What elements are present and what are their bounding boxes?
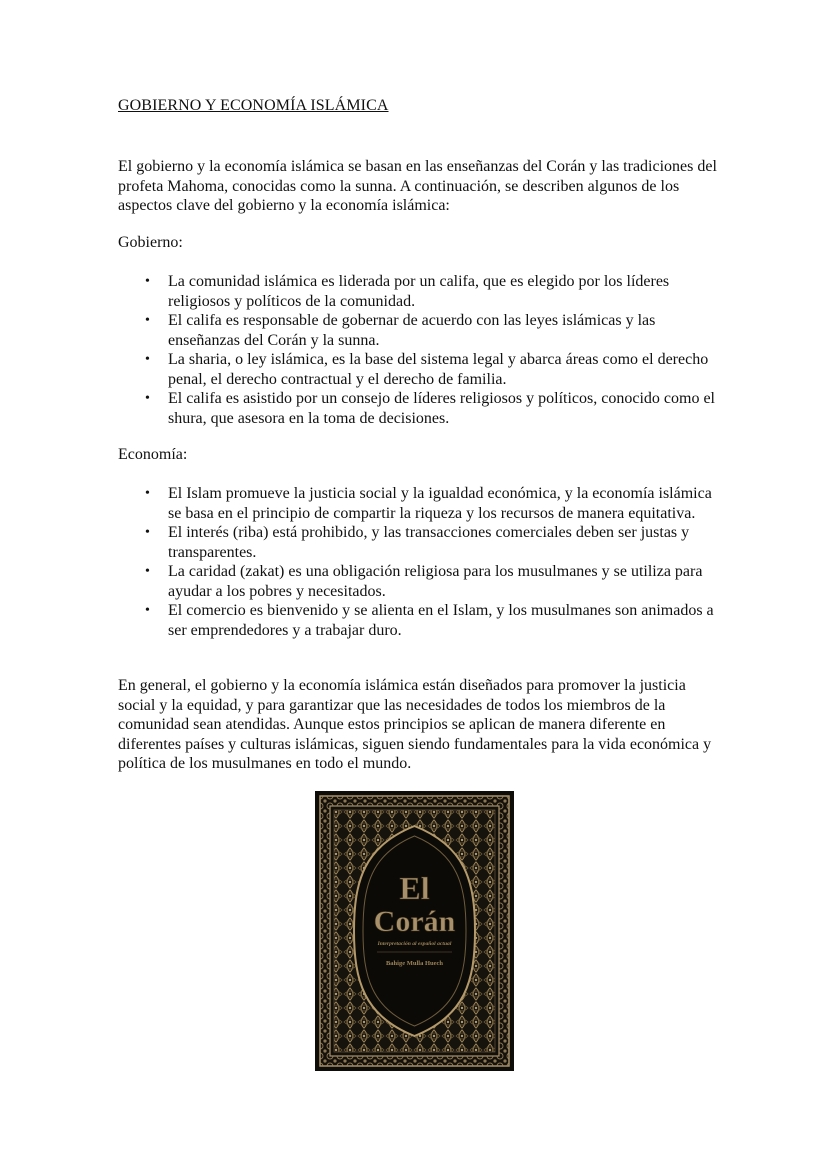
list-item: • El Islam promueve la justicia social y la igualdad económica, y la economía islámica se basa en el principio de compartir la riqueza y los recursos de manera equitativa. [118,484,718,523]
cover-subtitle: Interpretación al español actual [377,941,452,947]
list-item: • La sharia, o ley islámica, es la base del sistema legal y abarca áreas como el derecho penal, el derecho contractual y el derecho de familia. [118,350,718,389]
economia-list [118,484,718,640]
document-title: GOBIERNO Y ECONOMÍA ISLÁMICA [118,97,389,114]
gobierno-heading: Gobierno: [118,234,183,251]
list-item: • El interés (riba) está prohibido, y las transacciones comerciales deben ser justas y transparentes. [118,523,718,562]
cover-title-line1: El [399,870,430,906]
list-item: • El califa es responsable de gobernar de acuerdo con las leyes islámicas y las enseñanzas del Corán y la sunna. [118,311,718,350]
list-item: • La caridad (zakat) es una obligación religiosa para los musulmanes y se utiliza para ayudar a los pobres y necesitados. [118,562,718,601]
cover-author: Bahige Mulla Huech [385,960,444,967]
economia-heading: Economía: [118,446,188,463]
intro-paragraph: El gobierno y la economía islámica se basan en las enseñanzas del Corán y las tradiciones del profeta Mahoma, conocidas como la sunna. A continuación, se describen algunos de los aspectos clave del gobierno y la economía islámica: [118,158,717,214]
list-item: • El califa es asistido por un consejo de líderes religiosos y políticos, conocido como el shura, que asesora en la toma de decisiones. [118,389,718,428]
gobierno-list [118,272,718,428]
quran-book-cover-image [315,791,514,1071]
list-item: • La comunidad islámica es liderada por un califa, que es elegido por los líderes religiosos y políticos de la comunidad. [118,272,718,311]
cover-title-line2: Corán [373,905,456,938]
closing-paragraph: En general, el gobierno y la economía islámica están diseñados para promover la justicia social y la equidad, y para garantizar que las necesidades de todos los miembros de la comunidad sean atendidas. Aunque estos principios se aplican de manera diferente en diferentes países y culturas islámicas, siguen siendo fundamentales para la vida económica y política de los musulmanes en todo el mundo. [118,677,712,772]
list-item: • El comercio es bienvenido y se alienta en el Islam, y los musulmanes son animados a ser emprendedores y a trabajar duro. [118,601,718,640]
